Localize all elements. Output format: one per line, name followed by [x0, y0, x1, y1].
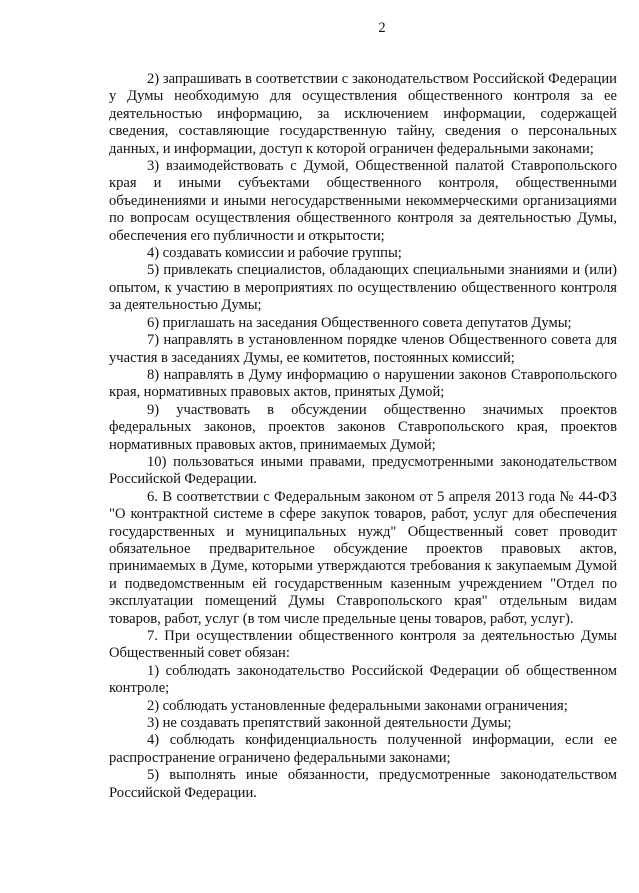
paragraph-section-6-procurement: 6. В соответствии с Федеральным законом от 5 апреля 2013 года № 44-ФЗ "О контрактной системе в сфере закупок товаров, работ, услуг для обеспечения государственных и муниципальных нужд" Общественный совет проводит обязательное предварительное обсуждение проектов правовых актов, принимаемых в Думе, которыми утверждаются требования к закупаемым Думой и подведомственным ей государственным казенным учреждением "Отдел по эксплуатации помещений Думы Ставропольского края" отдельным видам товаров, работ, услуг (в том числе предельные цены товаров, работ, услуг).: [109, 488, 617, 627]
paragraph-duty-3-no-obstacles: 3) не создавать препятствий законной деятельности Думы;: [147, 715, 512, 732]
paragraph-right-5-specialists: 5) привлекать специалистов, обладающих специальными знаниями и (или) опытом, к участию в мероприятиях по осуществлению общественного контроля за деятельностью Думы;: [109, 262, 617, 314]
paragraph-right-2-request-information: 2) запрашивать в соответствии с законодательством Российской Федерации у Думы необходимую для осуществления общественного контроля за ее деятельностью информацию, за исключением информации, содержащей сведения, составляющие государственную тайну, сведения о персональных данных, и информации, доступ к которой ограничен федеральными законами;: [109, 71, 617, 157]
paragraph-right-8-send-information: 8) направлять в Думу информацию о нарушении законов Ставропольского края, нормативных правовых актов, принятых Думой;: [109, 366, 617, 401]
paragraph-right-6-invite-deputies: 6) приглашать на заседания Общественного совета депутатов Думы;: [147, 314, 572, 331]
paragraph-duty-5-other-duties: 5) выполнять иные обязанности, предусмотренные законодательством Российской Федерации.: [109, 767, 617, 801]
page-number: 2: [378, 20, 386, 36]
paragraph-duty-1-comply-law: 1) соблюдать законодательство Российской Федерации об общественном контроле;: [109, 662, 617, 697]
paragraph-section-7-obligations: 7. При осуществлении общественного контроля за деятельностью Думы Общественный совет обязан:: [109, 628, 617, 662]
paragraph-right-4-commissions: 4) создавать комиссии и рабочие группы;: [147, 245, 402, 262]
paragraph-right-10-other-rights: 10) пользоваться иными правами, предусмотренными законодательством Российской Федерации.: [109, 453, 617, 488]
paragraph-duty-2-restrictions: 2) соблюдать установленные федеральными законами ограничения;: [147, 697, 568, 714]
paragraph-right-3-interact: 3) взаимодействовать с Думой, Общественной палатой Ставропольского края и иными субъектами общественного контроля, общественными объединениями и иными негосударственными некоммерческими организациями по вопросам осуществления общественного контроля за деятельностью Думы, обеспечения его публичности и открытости;: [109, 158, 617, 244]
document-body: [109, 71, 617, 802]
paragraph-right-7-send-members: 7) направлять в установленном порядке членов Общественного совета для участия в заседаниях Думы, ее комитетов, постоянных комиссий;: [109, 332, 617, 366]
paragraph-duty-4-confidentiality: 4) соблюдать конфиденциальность полученной информации, если ее распространение ограничено федеральными законами;: [109, 732, 617, 766]
paragraph-right-9-discuss-projects: 9) участвовать в обсуждении общественно значимых проектов федеральных законов, проектов законов Ставропольского края, проектов нормативных правовых актов, принимаемых Думой;: [109, 401, 617, 453]
